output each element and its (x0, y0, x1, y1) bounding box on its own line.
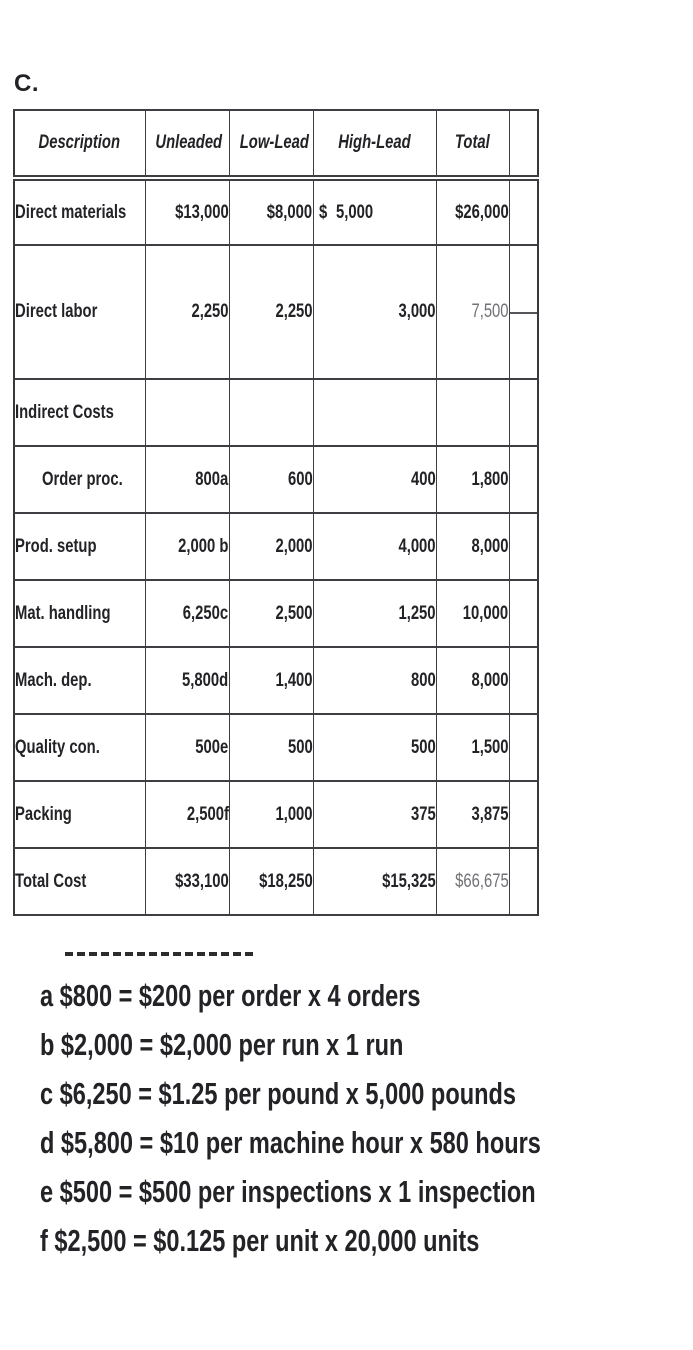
value-text: $33,100 (174, 870, 229, 892)
table-row (14, 647, 538, 714)
value-cell (436, 781, 509, 848)
value-cell (145, 178, 229, 245)
value-cell (436, 647, 509, 714)
value-text: 2,500f (186, 803, 229, 825)
value-cell (436, 379, 509, 446)
value-text: $18,250 (258, 870, 313, 892)
value-cell (436, 245, 509, 379)
row-label: Order proc. (42, 468, 123, 490)
value-text: $13,000 (174, 201, 229, 223)
empty-cell (509, 513, 538, 580)
value-text: 400 (410, 468, 436, 490)
value-text: $66,675 (454, 870, 509, 892)
row-label: Mat. handling (15, 602, 111, 624)
value-text: 5,800d (182, 669, 229, 691)
row-label-cell (14, 178, 145, 245)
value-cell (229, 178, 313, 245)
row-label: Direct labor (15, 301, 98, 322)
value-text: $15,325 (381, 870, 436, 892)
row-label: Total Cost (15, 870, 87, 892)
table-row (14, 446, 538, 513)
header-unleaded (145, 110, 229, 178)
value-cell (145, 714, 229, 781)
row-label: Quality con. (15, 736, 100, 758)
empty-cell (509, 178, 538, 245)
footnote-d-text: d $5,800 = $10 per machine hour x 580 hours (40, 1125, 541, 1160)
value-text: $8,000 (267, 201, 313, 223)
table-row (14, 513, 538, 580)
value-cell (229, 647, 313, 714)
footnote-c-text: c $6,250 = $1.25 per pound x 5,000 pounds (40, 1076, 516, 1111)
value-text: $ 5,000 (318, 201, 373, 223)
cost-table-body (14, 178, 538, 915)
value-cell (229, 245, 313, 379)
value-cell (145, 245, 229, 379)
header-empty (509, 110, 538, 178)
value-text: 500e (195, 736, 229, 758)
header-total-label: Total (455, 132, 490, 153)
row-label: Prod. setup (15, 535, 97, 557)
value-cell (229, 848, 313, 915)
header-high-lead (313, 110, 436, 178)
value-text: 1,000 (275, 803, 313, 825)
footnote-b-text: b $2,000 = $2,000 per run x 1 run (40, 1027, 404, 1062)
table-row (14, 580, 538, 647)
row-label-cell (14, 245, 145, 379)
footnote-e-text: e $500 = $500 per inspections x 1 inspection (40, 1174, 536, 1209)
value-cell (229, 513, 313, 580)
empty-cell (509, 848, 538, 915)
value-text: 7,500 (471, 301, 509, 322)
table-row (14, 245, 538, 379)
value-cell (313, 781, 436, 848)
value-text: 3,875 (471, 803, 509, 825)
footnote-a (40, 971, 693, 1020)
header-high-lead-label: High-Lead (338, 132, 411, 153)
row-label-cell (14, 446, 145, 513)
footnote-e (40, 1167, 693, 1216)
header-unleaded-label: Unleaded (154, 132, 222, 153)
value-text: 3,000 (398, 301, 436, 322)
value-cell (145, 379, 229, 446)
value-text: 1,500 (471, 736, 509, 758)
empty-cell (509, 647, 538, 714)
value-text: 375 (410, 803, 436, 825)
value-text: 2,000 (275, 535, 313, 557)
value-text: 800 (410, 669, 436, 691)
value-cell (313, 848, 436, 915)
value-text: 2,500 (275, 602, 313, 624)
value-text: 8,000 (471, 669, 509, 691)
value-cell (229, 714, 313, 781)
value-text: 4,000 (398, 535, 436, 557)
header-low-lead-label: Low-Lead (239, 132, 309, 153)
value-text: 600 (287, 468, 313, 490)
cost-table (13, 109, 539, 916)
value-cell (313, 714, 436, 781)
value-cell (145, 446, 229, 513)
value-cell (436, 446, 509, 513)
value-cell (313, 245, 436, 379)
value-text: 2,000 b (178, 535, 229, 557)
header-low-lead (229, 110, 313, 178)
value-text: 10,000 (463, 602, 509, 624)
value-cell (313, 513, 436, 580)
value-cell (145, 647, 229, 714)
empty-cell (509, 714, 538, 781)
table-row (14, 714, 538, 781)
value-cell (313, 379, 436, 446)
header-description-label: Description (38, 132, 121, 153)
value-cell (145, 580, 229, 647)
value-cell (313, 580, 436, 647)
value-text: 2,250 (275, 301, 313, 322)
header-description (14, 110, 145, 178)
value-text: 500 (410, 736, 436, 758)
row-label-cell (14, 513, 145, 580)
row-label-cell (14, 714, 145, 781)
row-label-cell (14, 379, 145, 446)
header-row (14, 110, 538, 178)
row-label: Indirect Costs (15, 401, 114, 423)
value-cell (145, 848, 229, 915)
value-cell (313, 178, 436, 245)
row-label-cell (14, 848, 145, 915)
value-cell (145, 781, 229, 848)
value-text: 1,800 (471, 468, 509, 490)
value-cell (229, 781, 313, 848)
table-row (14, 178, 538, 245)
footnote-a-text: a $800 = $200 per order x 4 orders (40, 978, 421, 1013)
footnotes (40, 971, 693, 1265)
value-cell (229, 446, 313, 513)
row-label: Packing (15, 803, 72, 825)
footnote-f-text: f $2,500 = $0.125 per unit x 20,000 units (40, 1223, 480, 1258)
value-text: $26,000 (454, 201, 509, 223)
empty-cell (509, 781, 538, 848)
header-total (436, 110, 509, 178)
row-label: Direct materials (15, 201, 127, 223)
footnote-c (40, 1069, 693, 1118)
value-text: 6,250c (183, 602, 229, 624)
value-text: 1,400 (275, 669, 313, 691)
value-cell (436, 513, 509, 580)
empty-cell (509, 580, 538, 647)
value-text: 800a (195, 468, 229, 490)
table-row (14, 379, 538, 446)
row-label: Mach. dep. (15, 669, 92, 691)
value-cell (229, 379, 313, 446)
row-label-cell (14, 647, 145, 714)
empty-cell (509, 379, 538, 446)
value-cell (229, 580, 313, 647)
footnote-b (40, 1020, 693, 1069)
value-cell (436, 580, 509, 647)
row-label-cell (14, 580, 145, 647)
value-text: 1,250 (398, 602, 436, 624)
section-label: C. (14, 70, 39, 97)
footnote-d (40, 1118, 693, 1167)
value-cell (313, 647, 436, 714)
value-cell (313, 446, 436, 513)
table-row (14, 848, 538, 915)
footnote-f (40, 1216, 693, 1265)
solution-page (0, 70, 693, 1265)
value-cell (436, 714, 509, 781)
value-cell (145, 513, 229, 580)
row-label-cell (14, 781, 145, 848)
table-row (14, 781, 538, 848)
dashed-separator (65, 952, 253, 956)
value-text: 2,250 (191, 301, 229, 322)
empty-cell (509, 446, 538, 513)
value-cell (436, 178, 509, 245)
value-text: 8,000 (471, 535, 509, 557)
tick-mark-cell (509, 245, 538, 379)
value-cell (436, 848, 509, 915)
value-text: 500 (287, 736, 313, 758)
